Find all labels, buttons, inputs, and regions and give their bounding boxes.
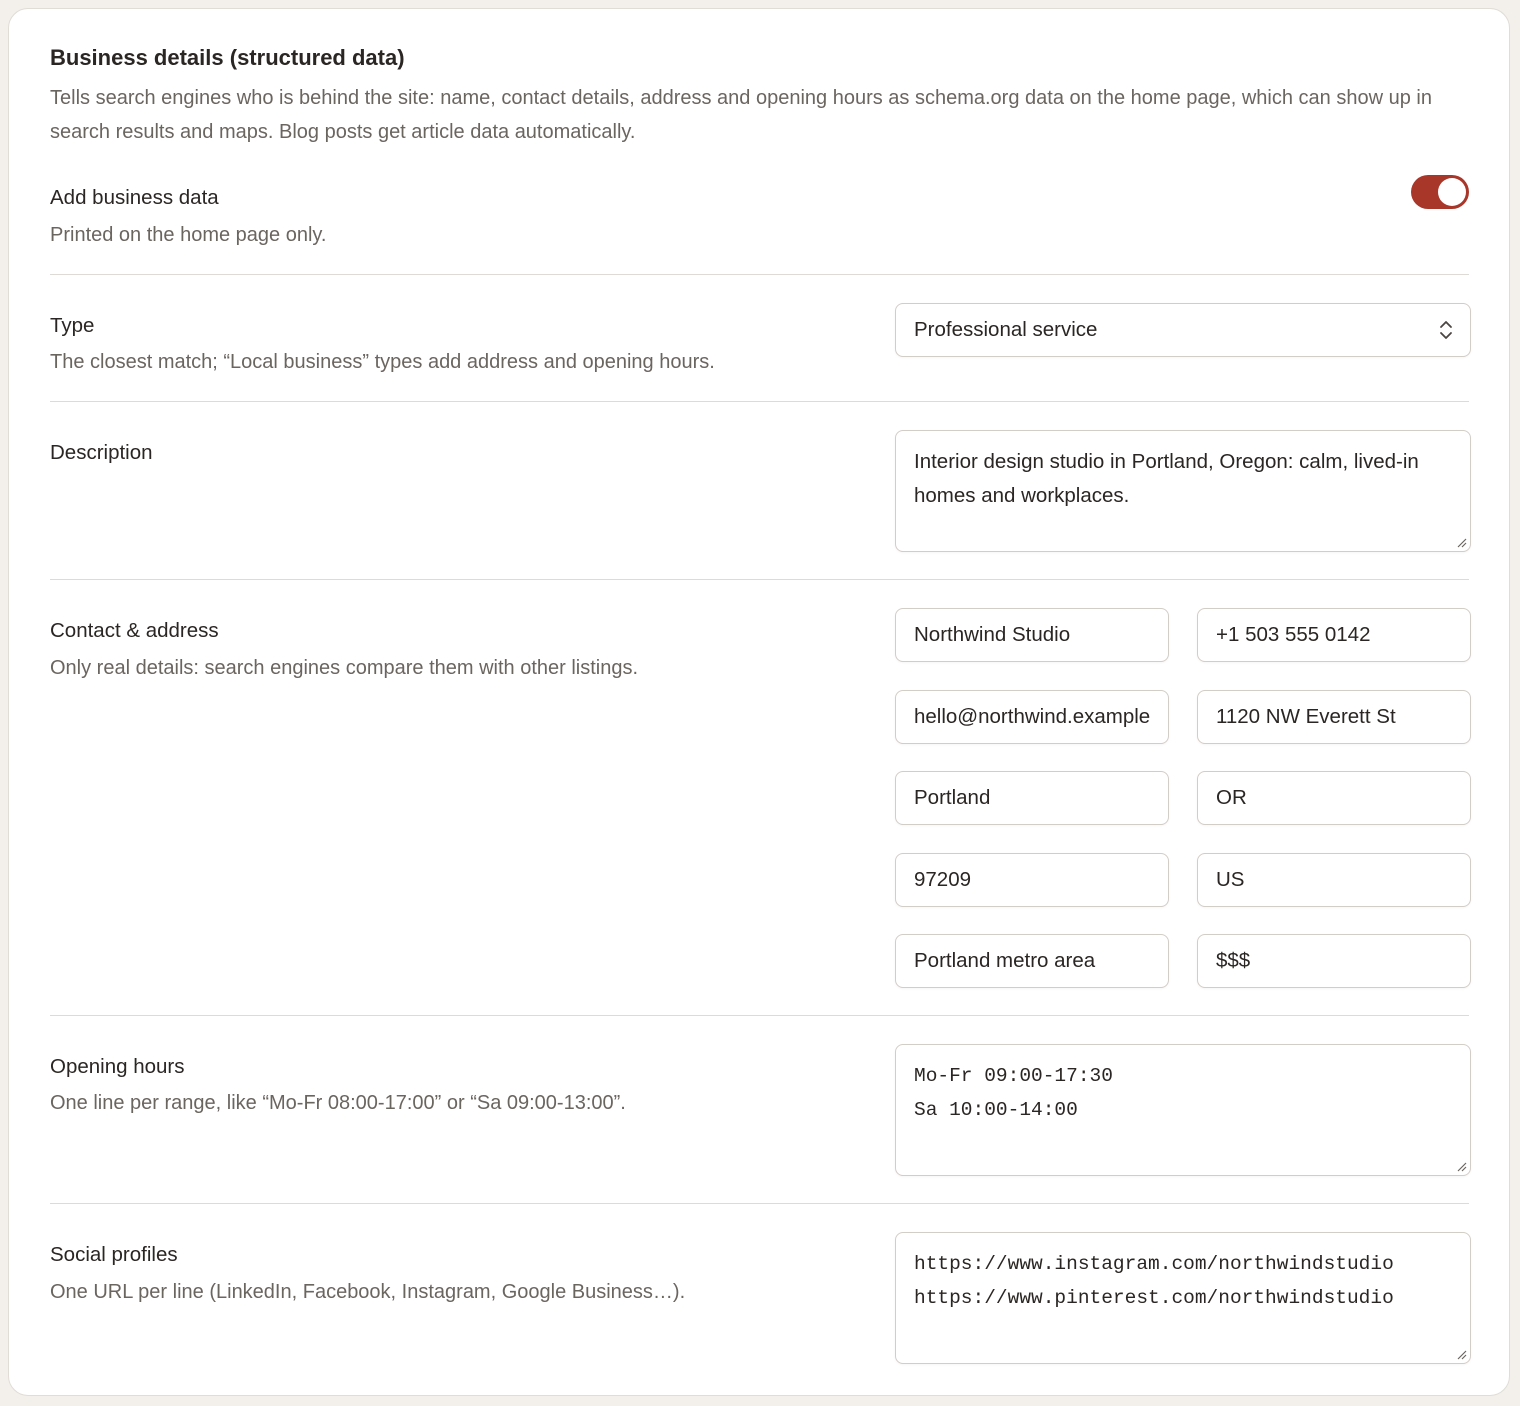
street-address-input[interactable]: 1120 NW Everett St xyxy=(1197,690,1471,744)
contact-label: Contact & address xyxy=(50,619,219,642)
business-name-input[interactable]: Northwind Studio xyxy=(895,608,1169,662)
country-input[interactable]: US xyxy=(1197,853,1471,907)
phone-input[interactable]: +1 503 555 0142 xyxy=(1197,608,1471,662)
description-value: Interior design studio in Portland, Oregon: calm, lived-in homes and workplaces. xyxy=(914,450,1419,507)
divider xyxy=(50,1203,1469,1204)
social-label: Social profiles xyxy=(50,1243,178,1266)
area-served-input[interactable]: Portland metro area xyxy=(895,934,1169,988)
enable-label: Add business data xyxy=(50,186,219,209)
resize-grip-icon[interactable] xyxy=(1455,536,1467,548)
hours-label: Opening hours xyxy=(50,1055,185,1078)
social-profiles-value: https://www.instagram.com/northwindstudio https://www.pinterest.com/northwindstudio xyxy=(914,1253,1394,1309)
resize-grip-icon[interactable] xyxy=(1455,1348,1467,1360)
type-select[interactable] xyxy=(895,303,1471,357)
divider xyxy=(50,401,1469,402)
type-label: Type xyxy=(50,314,95,337)
add-business-data-toggle[interactable] xyxy=(1411,175,1469,209)
resize-grip-icon[interactable] xyxy=(1455,1160,1467,1172)
social-help: One URL per line (LinkedIn, Facebook, Instagram, Google Business…). xyxy=(50,1281,686,1303)
city-input[interactable]: Portland xyxy=(895,771,1169,825)
type-help: The closest match; “Local business” types add address and opening hours. xyxy=(50,351,715,373)
divider xyxy=(50,1015,1469,1016)
social-profiles-textarea[interactable] xyxy=(895,1232,1471,1364)
price-range-input[interactable]: $$$ xyxy=(1197,934,1471,988)
opening-hours-textarea[interactable] xyxy=(895,1044,1471,1176)
section-title: Business details (structured data) xyxy=(50,45,405,70)
section-description: Tells search engines who is behind the site: name, contact details, address and opening hours as schema.org data on the home page, which can show up in search results and maps. Blog posts get article data automatically. xyxy=(50,87,1432,143)
enable-help: Printed on the home page only. xyxy=(50,224,327,246)
toggle-knob xyxy=(1438,178,1466,206)
region-input[interactable]: OR xyxy=(1197,771,1471,825)
postal-code-input[interactable]: 97209 xyxy=(895,853,1169,907)
opening-hours-value: Mo-Fr 09:00-17:30 Sa 10:00-14:00 xyxy=(914,1065,1113,1121)
hours-help: One line per range, like “Mo-Fr 08:00-17:00” or “Sa 09:00-13:00”. xyxy=(50,1092,626,1114)
card-content xyxy=(50,9,1469,1395)
email-input[interactable]: hello@northwind.example xyxy=(895,690,1169,744)
divider xyxy=(50,274,1469,275)
description-textarea[interactable] xyxy=(895,430,1471,552)
description-label: Description xyxy=(50,441,153,464)
contact-help: Only real details: search engines compare them with other listings. xyxy=(50,657,639,679)
chevron-up-down-icon xyxy=(1439,320,1453,340)
business-details-card xyxy=(8,8,1510,1396)
divider xyxy=(50,579,1469,580)
type-select-value: Professional service xyxy=(914,318,1098,341)
